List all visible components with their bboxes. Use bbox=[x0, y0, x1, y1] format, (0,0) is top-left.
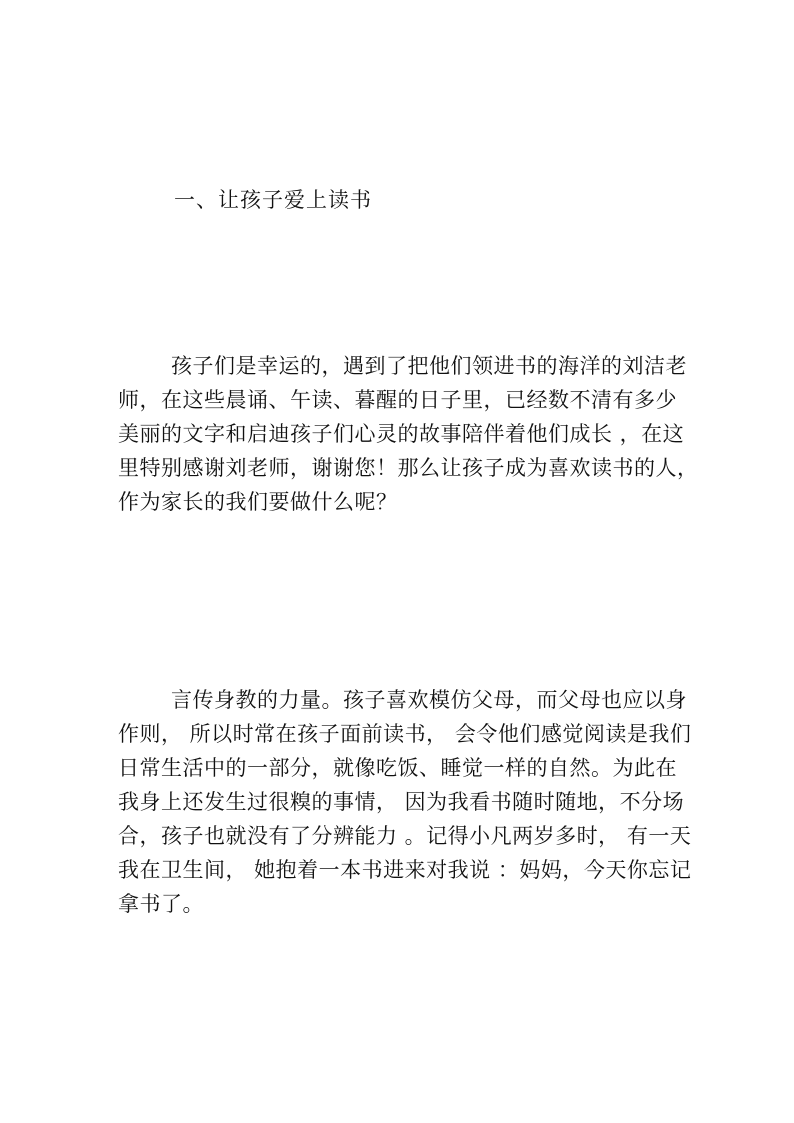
paragraph-1 bbox=[118, 349, 699, 519]
paragraph-line: 美丽的文字和启迪孩子们心灵的故事陪伴着他们成长 ，在这 bbox=[118, 422, 685, 446]
paragraph-line: 作为家长的我们要做什么呢？ bbox=[118, 490, 398, 514]
paragraph-line: 里特别感谢刘老师，谢谢您！那么让孩子成为喜欢读书的人， bbox=[118, 456, 699, 480]
paragraph-line: 我在卫生间， 她抱着一本书进来对我说 ：妈妈，今天你忘记 bbox=[118, 858, 692, 882]
paragraph-line: 我身上还发生过很糗的事情， 因为我看书随时随地，不分场 bbox=[118, 790, 685, 814]
paragraph-line: 作则， 所以时常在孩子面前读书， 会令他们感觉阅读是我们 bbox=[118, 722, 692, 746]
section-heading: 一、让孩子爱上读书 bbox=[174, 188, 372, 212]
paragraph-2 bbox=[118, 683, 692, 921]
paragraph-line: 师，在这些晨诵、午读、暮醒的日子里，已经数不清有多少 bbox=[118, 388, 677, 412]
paragraph-line: 日常生活中的一部分，就像吃饭、睡觉一样的自然。为此在 bbox=[118, 756, 677, 780]
paragraph-line: 言传身教的力量。孩子喜欢模仿父母，而父母也应以身 bbox=[171, 688, 687, 712]
paragraph-line: 孩子们是幸运的，遇到了把他们领进书的海洋的刘洁老 bbox=[171, 354, 687, 378]
paragraph-line: 拿书了。 bbox=[118, 892, 204, 916]
paragraph-line: 合，孩子也就没有了分辨能力 。记得小凡两岁多时， 有一天 bbox=[118, 824, 692, 848]
